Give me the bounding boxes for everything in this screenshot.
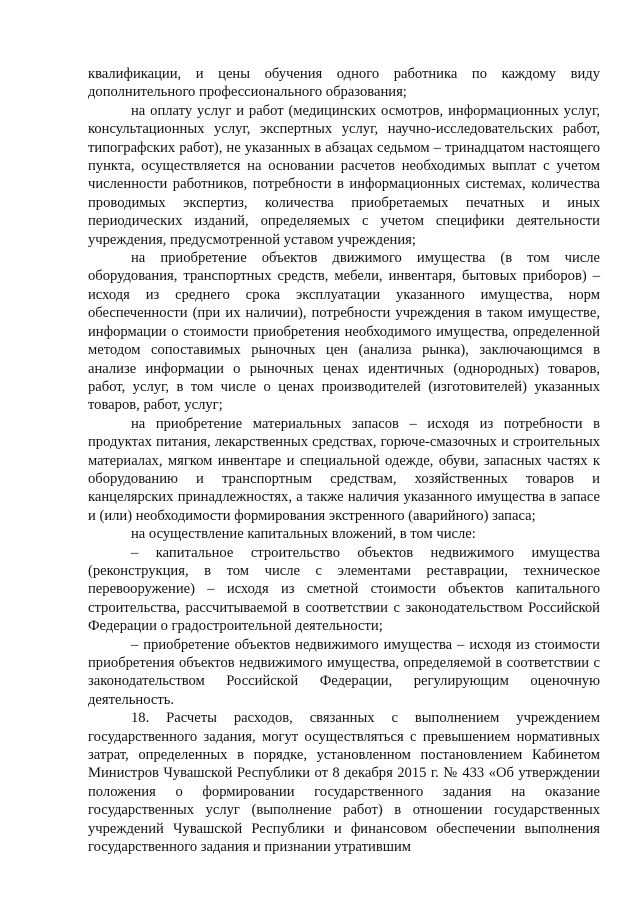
paragraph-5: на осуществление капитальных вложений, в том числе: (131, 526, 476, 543)
paragraph-3: на приобретение объектов движимого имущества (в том числе оборудования, транспортных средств, мебели, инвентаря, бытовых приборов) – исходя из среднего срока эксплуатации указанного имущества, норм обеспеченности (при их наличии), потребности учреждения в таком имуществе, информации о стоимости приобретения необходимого имущества, определенной методом сопоставимых рыночных цен (анализа рынка), заключающимся в анализе информации о рыночных ценах идентичных (однородных) товаров, работ, услуг, в том числе о ценах производителей (изготовителей) указанных товаров, работ, услуг; (88, 250, 600, 414)
paragraph-6: – капитальное строительство объектов недвижимого имущества (реконструкция, в том числе с элементами реставрации, техническое перевооружение) – исходя из сметной стоимости объектов капитального строительства, рассчитываемой в соответствии с законодательством Российской Федерации о градостроительной деятельности; (88, 544, 600, 635)
paragraph-2: на оплату услуг и работ (медицинских осмотров, информационных услуг, консультационных услуг, экспертных услуг, научно-исследовательских работ, типографских работ), не указанных в абзацах седьмом – тринадцатом настоящего пункта, осуществляется на основании расчетов необходимых выплат с учетом численности работников, потребности в информационных системах, количества проводимых экспертиз, количества приобретаемых печатных и иных периодических изданий, определяемых с учетом специфики деятельности учреждения, предусмотренной уставом учреждения; (88, 102, 600, 248)
paragraph-4: на приобретение материальных запасов – исходя из потребности в продуктах питания, лекарственных средствах, горюче-смазочных и строительных материалах, мягком инвентаре и специальной одежде, обуви, запасных частях к оборудованию и транспортным средствам, хозяйственных товаров и канцелярских принадлежностях, а также наличия указанного имущества в запасе и (или) необходимости формирования экстренного (аварийного) запаса; (88, 415, 600, 524)
paragraph-1: квалификации, и цены обучения одного работника по каждому виду дополнительного профессионального образования; (88, 66, 600, 101)
paragraph-8: 18. Расчеты расходов, связанных с выполнением учреждением государственного задания, могут осуществляться с превышением нормативных затрат, определенных в порядке, установленном постановлением Кабинетом Министров Чувашской Республики от 8 декабря 2015 г. № 433 «Об утверждении положения о формировании государственного задания на оказание государственных услуг (выполнение работ) в отношении государственных учреждений Чувашской Республики и финансовом обеспечении выполнения государственного задания и признании утратившим (88, 710, 600, 856)
document-page (88, 65, 600, 856)
paragraph-7: – приобретение объектов недвижимого имущества – исходя из стоимости приобретения объектов недвижимого имущества, определяемой в соответствии с законодательством Российской Федерации, регулирующим оценочную деятельность. (88, 636, 600, 708)
